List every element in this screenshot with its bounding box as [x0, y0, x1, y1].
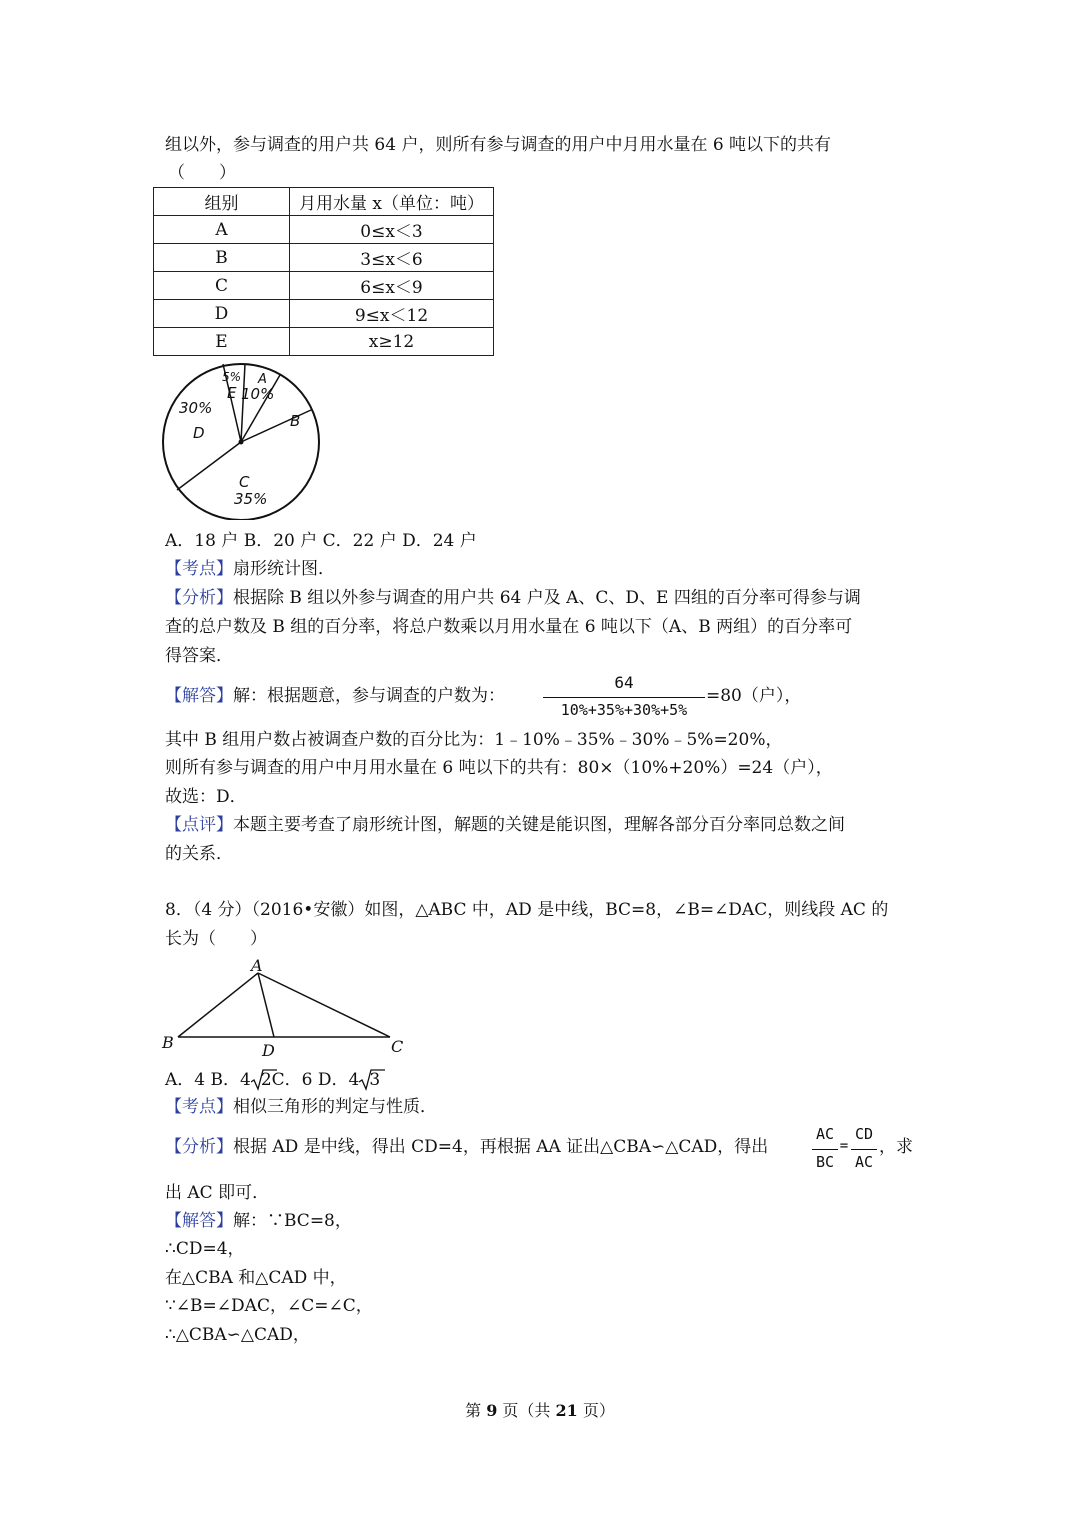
jieda-text: 解：根据题意，参与调查的户数为：: [233, 686, 505, 706]
dianping-tag: 【点评】: [165, 815, 233, 835]
dianping-text: 本题主要考查了扇形统计图，解题的关键是能识图，理解各部分百分率同总数之间: [233, 815, 845, 835]
fraction-numerator: 64: [614, 673, 634, 692]
page-total: 21: [555, 1401, 578, 1420]
q7-stem-line1: 组以外，参与调查的用户共 64 户，则所有参与调查的用户中月用水量在 6 吨以下的共有: [165, 135, 832, 155]
footer-text: 页（共: [497, 1401, 556, 1420]
sqrt-radicand: 2: [260, 1070, 272, 1090]
table-header-row: [154, 188, 494, 216]
q8-stem-line2: 长为（ ）: [165, 929, 267, 949]
q8-sol-line2: ∴CD=4，: [165, 1239, 245, 1259]
pie-label-c-pct: 35%: [234, 490, 268, 508]
table-row: [154, 244, 494, 272]
option-text: A．4 B．4: [165, 1070, 251, 1090]
table-cell: 9≤x＜12: [290, 300, 494, 328]
q8-options: [165, 1069, 380, 1091]
q7-fenxi-line1: [165, 587, 861, 609]
sqrt-sign-icon: [251, 1069, 277, 1091]
fraction-bar: [543, 697, 705, 698]
q8-stem-line1: 8．（4 分）（2016•安徽）如图，△ABC 中，AD 是中线，BC=8，∠B=∠DAC，则线段 AC 的: [165, 900, 889, 920]
fenxi-text: 根据除 B 组以外参与调查的用户共 64 户及 A、C、D、E 四组的百分率可得参与调: [233, 588, 861, 608]
table-row: [154, 216, 494, 244]
pie-label-b: B: [290, 412, 301, 430]
table-cell: x≥12: [290, 328, 494, 356]
kaodian-tag: 【考点】: [165, 1097, 233, 1117]
table-cell: E: [154, 328, 290, 356]
pie-divider: [241, 410, 311, 442]
table-cell: 0≤x＜3: [290, 216, 494, 244]
water-usage-table: [153, 187, 494, 356]
q8-fenxi-tail: ，求: [879, 1137, 913, 1157]
table-cell: 6≤x＜9: [290, 272, 494, 300]
footer-text: 第: [465, 1401, 487, 1420]
q7-fenxi-line3: 得答案．: [165, 646, 233, 666]
pie-label-a: A: [258, 372, 267, 387]
pie-divider: [177, 442, 241, 490]
frac1-numerator: AC: [815, 1125, 835, 1143]
q8-sol-line4: ∵∠B=∠DAC，∠C=∠C，: [165, 1296, 373, 1316]
fraction-denominator: 10%+35%+30%+5%: [560, 701, 688, 719]
q7-sol-line4: 故选：D．: [165, 787, 247, 807]
jieda-tag: 【解答】: [165, 1211, 233, 1231]
frac2-numerator: CD: [854, 1125, 874, 1143]
table-row: [154, 300, 494, 328]
footer-text: 页）: [577, 1401, 615, 1420]
kaodian-text: 相似三角形的判定与性质．: [233, 1097, 437, 1117]
pie-label-c: C: [239, 473, 250, 491]
vertex-label-b: B: [162, 1033, 174, 1052]
frac1-denominator: BC: [815, 1153, 835, 1171]
vertex-label-a: A: [251, 956, 263, 975]
q8-sol-line3: 在△CBA 和△CAD 中，: [165, 1268, 347, 1288]
q7-kaodian: [165, 558, 335, 580]
table-cell: C: [154, 272, 290, 300]
q8-kaodian: [165, 1096, 437, 1118]
pie-label-e: E: [227, 384, 237, 402]
jieda-tag: 【解答】: [165, 686, 233, 706]
fenxi-tag: 【分析】: [165, 588, 233, 608]
table-header-cell: 月用水量 x（单位：吨）: [290, 188, 494, 216]
page-footer: [0, 1398, 1080, 1421]
vertex-label-d: D: [262, 1041, 275, 1060]
q8-fenxi-line1: [165, 1136, 768, 1158]
q7-sol-line2: 其中 B 组用户数占被调查户数的百分比为：1﹣10%﹣35%﹣30%﹣5%=20%，: [165, 730, 783, 750]
frac2-bar: [851, 1149, 877, 1150]
frac1-bar: [812, 1149, 838, 1150]
q7-jieda-line1: [165, 685, 505, 707]
sqrt-radicand: 3: [369, 1070, 381, 1090]
pie-label-a-pct: 10%: [241, 385, 275, 403]
table-row: [154, 328, 494, 356]
q7-stem-line2: （ ）: [168, 163, 236, 183]
q7-fenxi-line2: 查的总户数及 B 组的百分率，将总户数乘以月用水量在 6 吨以下（A、B 两组）的百分率可: [165, 617, 853, 637]
option-text: C．6 D．4: [271, 1070, 360, 1090]
q7-dianping-line2: 的关系．: [165, 844, 233, 864]
kaodian-tag: 【考点】: [165, 559, 233, 579]
table-cell: A: [154, 216, 290, 244]
triangle-side-ab: [178, 973, 258, 1037]
pie-label-d-pct: 30%: [179, 399, 213, 417]
page-number: 9: [486, 1401, 498, 1420]
fenxi-tag: 【分析】: [165, 1137, 233, 1157]
kaodian-text: 扇形统计图．: [233, 559, 335, 579]
triangle-side-ac: [258, 973, 390, 1037]
triangle-figure: [158, 955, 408, 1063]
q8-jieda-line1: [165, 1210, 352, 1232]
table-header-cell: 组别: [154, 188, 290, 216]
frac-equals: =: [839, 1138, 849, 1154]
q7-dianping-line1: [165, 814, 845, 836]
q8-sol-line5: ∴△CBA∽△CAD，: [165, 1325, 310, 1345]
sqrt-expression: [359, 1069, 380, 1091]
pie-divider: [241, 364, 245, 442]
pie-center: [239, 440, 244, 445]
table-cell: 3≤x＜6: [290, 244, 494, 272]
table-cell: B: [154, 244, 290, 272]
table-cell: D: [154, 300, 290, 328]
median-ad: [258, 973, 274, 1037]
jieda-text: 解：∵BC=8，: [233, 1211, 352, 1231]
fraction-result: =80（户），: [706, 686, 802, 706]
pie-label-e-pct: 5%: [222, 370, 242, 384]
fenxi-text: 根据 AD 是中线，得出 CD=4，再根据 AA 证出△CBA∽△CAD，得出: [233, 1137, 769, 1157]
pie-label-d: D: [193, 424, 205, 442]
sqrt-expression: [251, 1069, 272, 1091]
sqrt-sign-icon: [359, 1069, 385, 1091]
frac2-denominator: AC: [854, 1153, 874, 1171]
q7-sol-line3: 则所有参与调查的用户中月用水量在 6 吨以下的共有：80×（10%+20%）=24（户），: [165, 758, 833, 778]
pie-chart-figure: [155, 360, 330, 520]
table-row: [154, 272, 494, 300]
vertex-label-c: C: [391, 1037, 404, 1056]
q7-options: A．18 户 B．20 户 C．22 户 D．24 户: [165, 531, 477, 551]
q8-fenxi-line2: 出 AC 即可．: [165, 1183, 270, 1203]
